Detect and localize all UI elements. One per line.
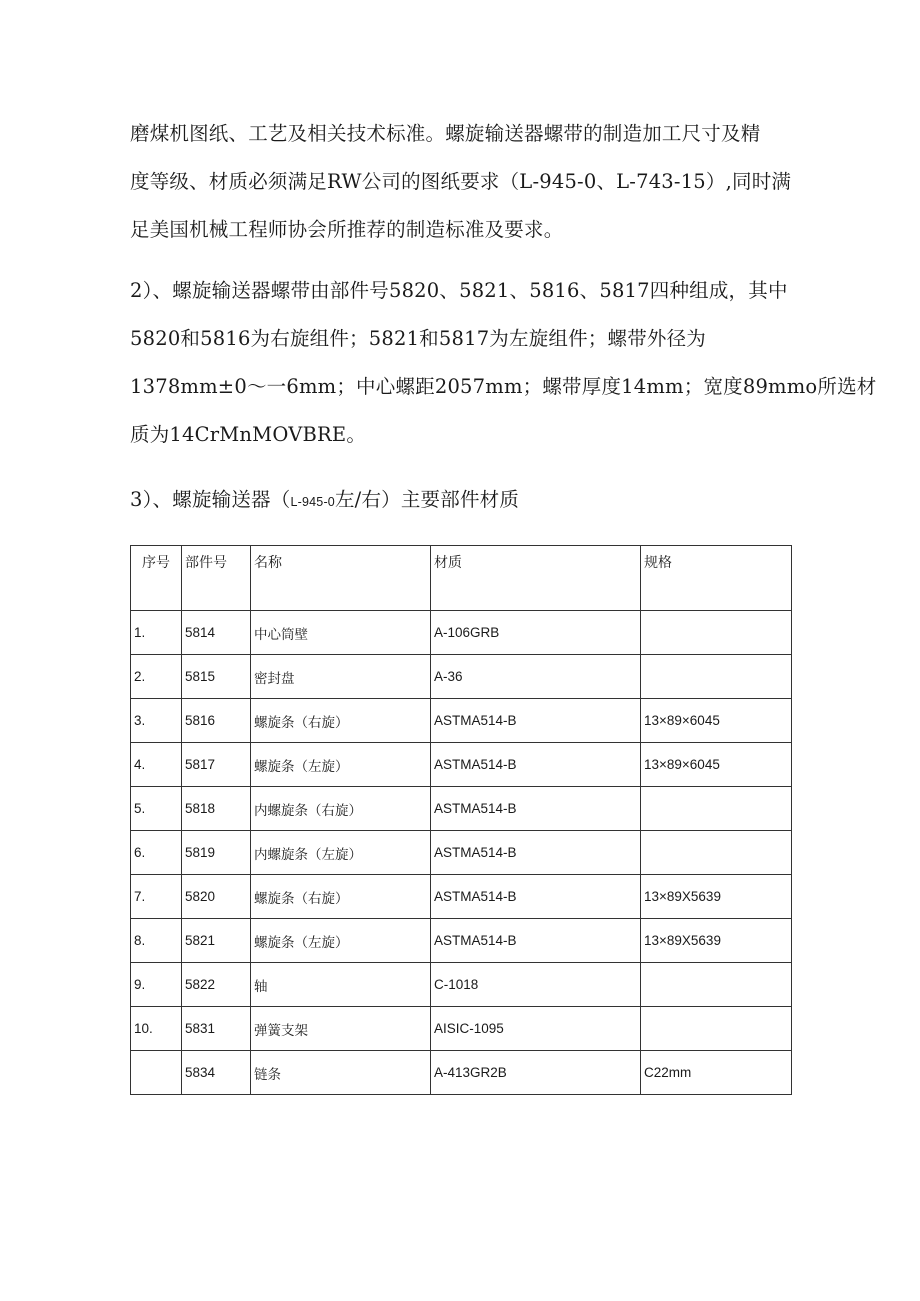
- cell-material: A-36: [431, 655, 641, 699]
- text-line: 5820和5816为右旋组件；5821和5817为左旋组件；螺带外径为: [130, 327, 707, 350]
- heading-prefix: 3）、螺旋输送器（: [130, 488, 291, 511]
- cell-part-no: 5834: [182, 1051, 251, 1095]
- cell-seq: 8.: [131, 919, 182, 963]
- cell-spec: 13×89X5639: [641, 919, 792, 963]
- text-line: 1378mm±0～一6mm；中心螺距2057mm；螺带厚度14mm；宽度89mmo所选材: [130, 375, 877, 398]
- table-row: [131, 963, 792, 1007]
- cell-name: 螺旋条（右旋）: [251, 875, 431, 919]
- cell-seq: 6.: [131, 831, 182, 875]
- cell-material: A-413GR2B: [431, 1051, 641, 1095]
- table-row: [131, 787, 792, 831]
- cell-seq: 4.: [131, 743, 182, 787]
- cell-name: 中心筒壁: [251, 611, 431, 655]
- cell-spec: [641, 1007, 792, 1051]
- cell-name: 密封盘: [251, 655, 431, 699]
- cell-material: ASTMA514-B: [431, 699, 641, 743]
- cell-spec: C22mm: [641, 1051, 792, 1095]
- cell-spec: 13×89×6045: [641, 699, 792, 743]
- cell-seq: 10.: [131, 1007, 182, 1051]
- cell-material: A-106GRB: [431, 611, 641, 655]
- text-line: 质为14CrMnMOVBRE。: [130, 423, 367, 446]
- cell-part-no: 5814: [182, 611, 251, 655]
- header-material: 材质: [431, 546, 641, 611]
- table-row: [131, 831, 792, 875]
- table-row: [131, 919, 792, 963]
- cell-seq: 9.: [131, 963, 182, 1007]
- header-name: 名称: [251, 546, 431, 611]
- cell-name: 内螺旋条（左旋）: [251, 831, 431, 875]
- cell-seq: 2.: [131, 655, 182, 699]
- cell-part-no: 5817: [182, 743, 251, 787]
- cell-seq: [131, 1051, 182, 1095]
- text-line: 度等级、材质必须满足RW公司的图纸要求（L-945-0、L-743-15）,同时满: [130, 170, 792, 193]
- cell-part-no: 5820: [182, 875, 251, 919]
- cell-spec: [641, 831, 792, 875]
- cell-material: ASTMA514-B: [431, 875, 641, 919]
- cell-spec: [641, 655, 792, 699]
- table-body: [131, 611, 792, 1095]
- text-line: 2）、螺旋输送器螺带由部件号5820、5821、5816、5817四种组成，其中: [130, 279, 788, 302]
- cell-seq: 5.: [131, 787, 182, 831]
- cell-part-no: 5815: [182, 655, 251, 699]
- cell-spec: [641, 611, 792, 655]
- cell-spec: [641, 963, 792, 1007]
- cell-material: ASTMA514-B: [431, 787, 641, 831]
- cell-spec: [641, 787, 792, 831]
- cell-name: 螺旋条（左旋）: [251, 919, 431, 963]
- cell-name: 链条: [251, 1051, 431, 1095]
- text-line: [130, 476, 792, 526]
- cell-seq: 1.: [131, 611, 182, 655]
- table-row: [131, 1051, 792, 1095]
- table-row: [131, 1007, 792, 1051]
- cell-part-no: 5818: [182, 787, 251, 831]
- text-line: 磨煤机图纸、工艺及相关技术标准。螺旋输送器螺带的制造加工尺寸及精: [130, 122, 761, 145]
- cell-part-no: 5821: [182, 919, 251, 963]
- cell-name: 轴: [251, 963, 431, 1007]
- table-row: [131, 655, 792, 699]
- cell-name: 螺旋条（左旋）: [251, 743, 431, 787]
- heading-suffix: 左/右）主要部件材质: [334, 488, 520, 511]
- cell-name: 内螺旋条（右旋）: [251, 787, 431, 831]
- header-spec: 规格: [641, 546, 792, 611]
- cell-material: ASTMA514-B: [431, 831, 641, 875]
- cell-part-no: 5822: [182, 963, 251, 1007]
- cell-material: ASTMA514-B: [431, 743, 641, 787]
- cell-name: 螺旋条（右旋）: [251, 699, 431, 743]
- cell-material: AISIC-1095: [431, 1007, 641, 1051]
- text-line: 足美国机械工程师协会所推荐的制造标准及要求。: [130, 218, 564, 241]
- cell-spec: 13×89X5639: [641, 875, 792, 919]
- header-part-no: 部件号: [182, 546, 251, 611]
- cell-name: 弹簧支架: [251, 1007, 431, 1051]
- cell-part-no: 5831: [182, 1007, 251, 1051]
- cell-material: ASTMA514-B: [431, 919, 641, 963]
- cell-part-no: 5816: [182, 699, 251, 743]
- table-row: [131, 743, 792, 787]
- table-row: [131, 875, 792, 919]
- drawing-code: L-945-0: [290, 495, 335, 509]
- cell-seq: 3.: [131, 699, 182, 743]
- cell-spec: 13×89×6045: [641, 743, 792, 787]
- table-header-row: [131, 546, 792, 611]
- materials-table: [130, 545, 792, 1095]
- header-seq: 序号: [131, 546, 182, 611]
- cell-part-no: 5819: [182, 831, 251, 875]
- ribbon-spec-paragraph: [130, 267, 877, 459]
- cell-seq: 7.: [131, 875, 182, 919]
- table-heading: [130, 476, 792, 526]
- table-row: [131, 611, 792, 655]
- cell-material: C-1018: [431, 963, 641, 1007]
- intro-paragraph: [130, 110, 792, 254]
- table-row: [131, 699, 792, 743]
